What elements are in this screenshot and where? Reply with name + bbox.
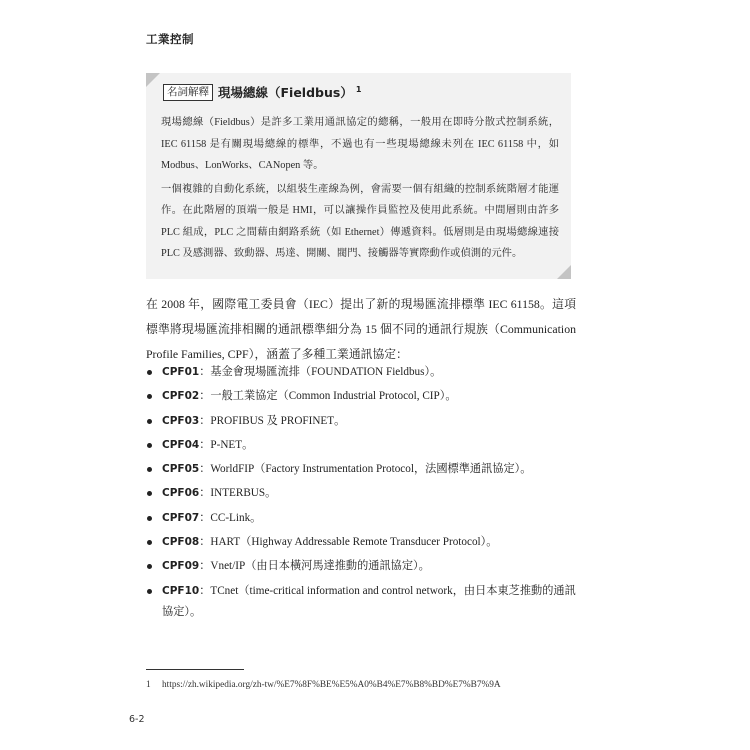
- cpf-code: CPF06: [162, 487, 200, 500]
- bullet-icon: [147, 589, 152, 594]
- bullet-icon: [147, 467, 152, 472]
- glossary-body: [161, 112, 559, 265]
- cpf-code: CPF07: [162, 511, 200, 524]
- bullet-icon: [147, 516, 152, 521]
- glossary-paragraph: 一個複雜的自動化系統，以組裝生產線為例，會需要一個有組織的控制系統階層才能運作。在此階層的頂端一般是 HMI，可以讓操作員監控及使用此系統。中間層則由許多 PLC 組成，PLC 之間藉由網路系統（如 Ethernet）傳遞資料。低層則是由現場總線連接 PLC 及感測器、致動器、馬達、開關、閥門、接觸器等實際動作或偵測的元件。: [161, 183, 559, 259]
- cpf-code: CPF04: [162, 438, 200, 451]
- cpf-code: CPF08: [162, 536, 200, 549]
- glossary-heading: [163, 82, 361, 102]
- bullet-icon: [147, 394, 152, 399]
- bullet-icon: [147, 370, 152, 375]
- box-corner-decoration: [146, 73, 160, 87]
- glossary-title: 現場總線（Fieldbus） $^1$: [218, 84, 362, 100]
- list-item: CPF10：TCnet（time-critical information and control network，由日本東芝推動的通訊協定）。: [146, 581, 576, 624]
- bullet-icon: [147, 491, 152, 496]
- glossary-tag: 名詞解釋: [163, 84, 213, 101]
- cpf-description: P-NET。: [210, 438, 254, 451]
- list-item: CPF08：HART（Highway Addressable Remote Transducer Protocol）。: [146, 532, 576, 553]
- footnote-number: 1: [146, 680, 151, 690]
- footnote-url[interactable]: https://zh.wikipedia.org/zh-tw/%E7%8F%BE%E5%A0%B4%E7%B8%BD%E7%B7%9A: [162, 680, 501, 690]
- bullet-icon: [147, 419, 152, 424]
- page-number: 6-2: [129, 714, 145, 725]
- cpf-description: CC-Link。: [210, 511, 262, 524]
- bullet-icon: [147, 443, 152, 448]
- list-item: CPF04：P-NET。: [146, 435, 576, 456]
- cpf-description: 一般工業協定（Common Industrial Protocol, CIP）。: [210, 390, 457, 403]
- cpf-code: CPF09: [162, 560, 200, 573]
- cpf-code: CPF03: [162, 414, 200, 427]
- main-paragraph: 在 2008 年，國際電工委員會（IEC）提出了新的現場匯流排標準 IEC 61158。這項標準將現場匯流排相關的通訊標準細分為 15 個不同的通訊行規族（Communication Profile Families, CPF），涵蓋了多種工業通訊協定：: [146, 297, 576, 361]
- list-item: CPF02：一般工業協定（Common Industrial Protocol, CIP）。: [146, 386, 576, 407]
- bullet-icon: [147, 564, 152, 569]
- list-item: CPF07：CC-Link。: [146, 508, 576, 529]
- cpf-description: PROFIBUS 及 PROFINET。: [210, 414, 346, 427]
- cpf-code: CPF02: [162, 390, 200, 403]
- cpf-description: 基金會現場匯流排（FOUNDATION Fieldbus）。: [210, 366, 442, 378]
- list-item: CPF03：PROFIBUS 及 PROFINET。: [146, 411, 576, 432]
- cpf-description: WorldFIP（Factory Instrumentation Protocol，法國標準通訊協定）。: [210, 463, 532, 476]
- footnote-divider: [146, 669, 244, 670]
- bullet-icon: [147, 540, 152, 545]
- cpf-description: HART（Highway Addressable Remote Transducer Protocol）。: [210, 536, 498, 549]
- cpf-code: CPF05: [162, 463, 200, 476]
- cpf-list: [146, 362, 576, 626]
- list-item: CPF05：WorldFIP（Factory Instrumentation Protocol，法國標準通訊協定）。: [146, 459, 576, 480]
- cpf-description: Vnet/IP（由日本橫河馬達推動的通訊協定）。: [210, 560, 430, 573]
- list-item: CPF01：基金會現場匯流排（FOUNDATION Fieldbus）。: [146, 362, 576, 383]
- glossary-paragraph: 現場總線（Fieldbus）是許多工業用通訊協定的總稱，一般用在即時分散式控制系統，IEC 61158 是有關現場總線的標準，不過也有一些現場總線未列在 IEC 61158 中，如 Modbus、LonWorks、CANopen 等。: [161, 117, 559, 171]
- glossary-box: [146, 73, 571, 279]
- running-header: 工業控制: [146, 32, 194, 46]
- cpf-description: TCnet（time-critical information and control network，由日本東芝推動的通訊協定）。: [162, 584, 576, 619]
- list-item: CPF09：Vnet/IP（由日本橫河馬達推動的通訊協定）。: [146, 556, 576, 577]
- box-corner-decoration: [557, 265, 571, 279]
- list-item: CPF06：INTERBUS。: [146, 483, 576, 504]
- footnote-reference: 1: [355, 84, 362, 94]
- cpf-code: CPF01: [162, 366, 200, 378]
- cpf-description: INTERBUS。: [210, 487, 277, 500]
- cpf-code: CPF10: [162, 584, 200, 597]
- footnote: [146, 680, 501, 690]
